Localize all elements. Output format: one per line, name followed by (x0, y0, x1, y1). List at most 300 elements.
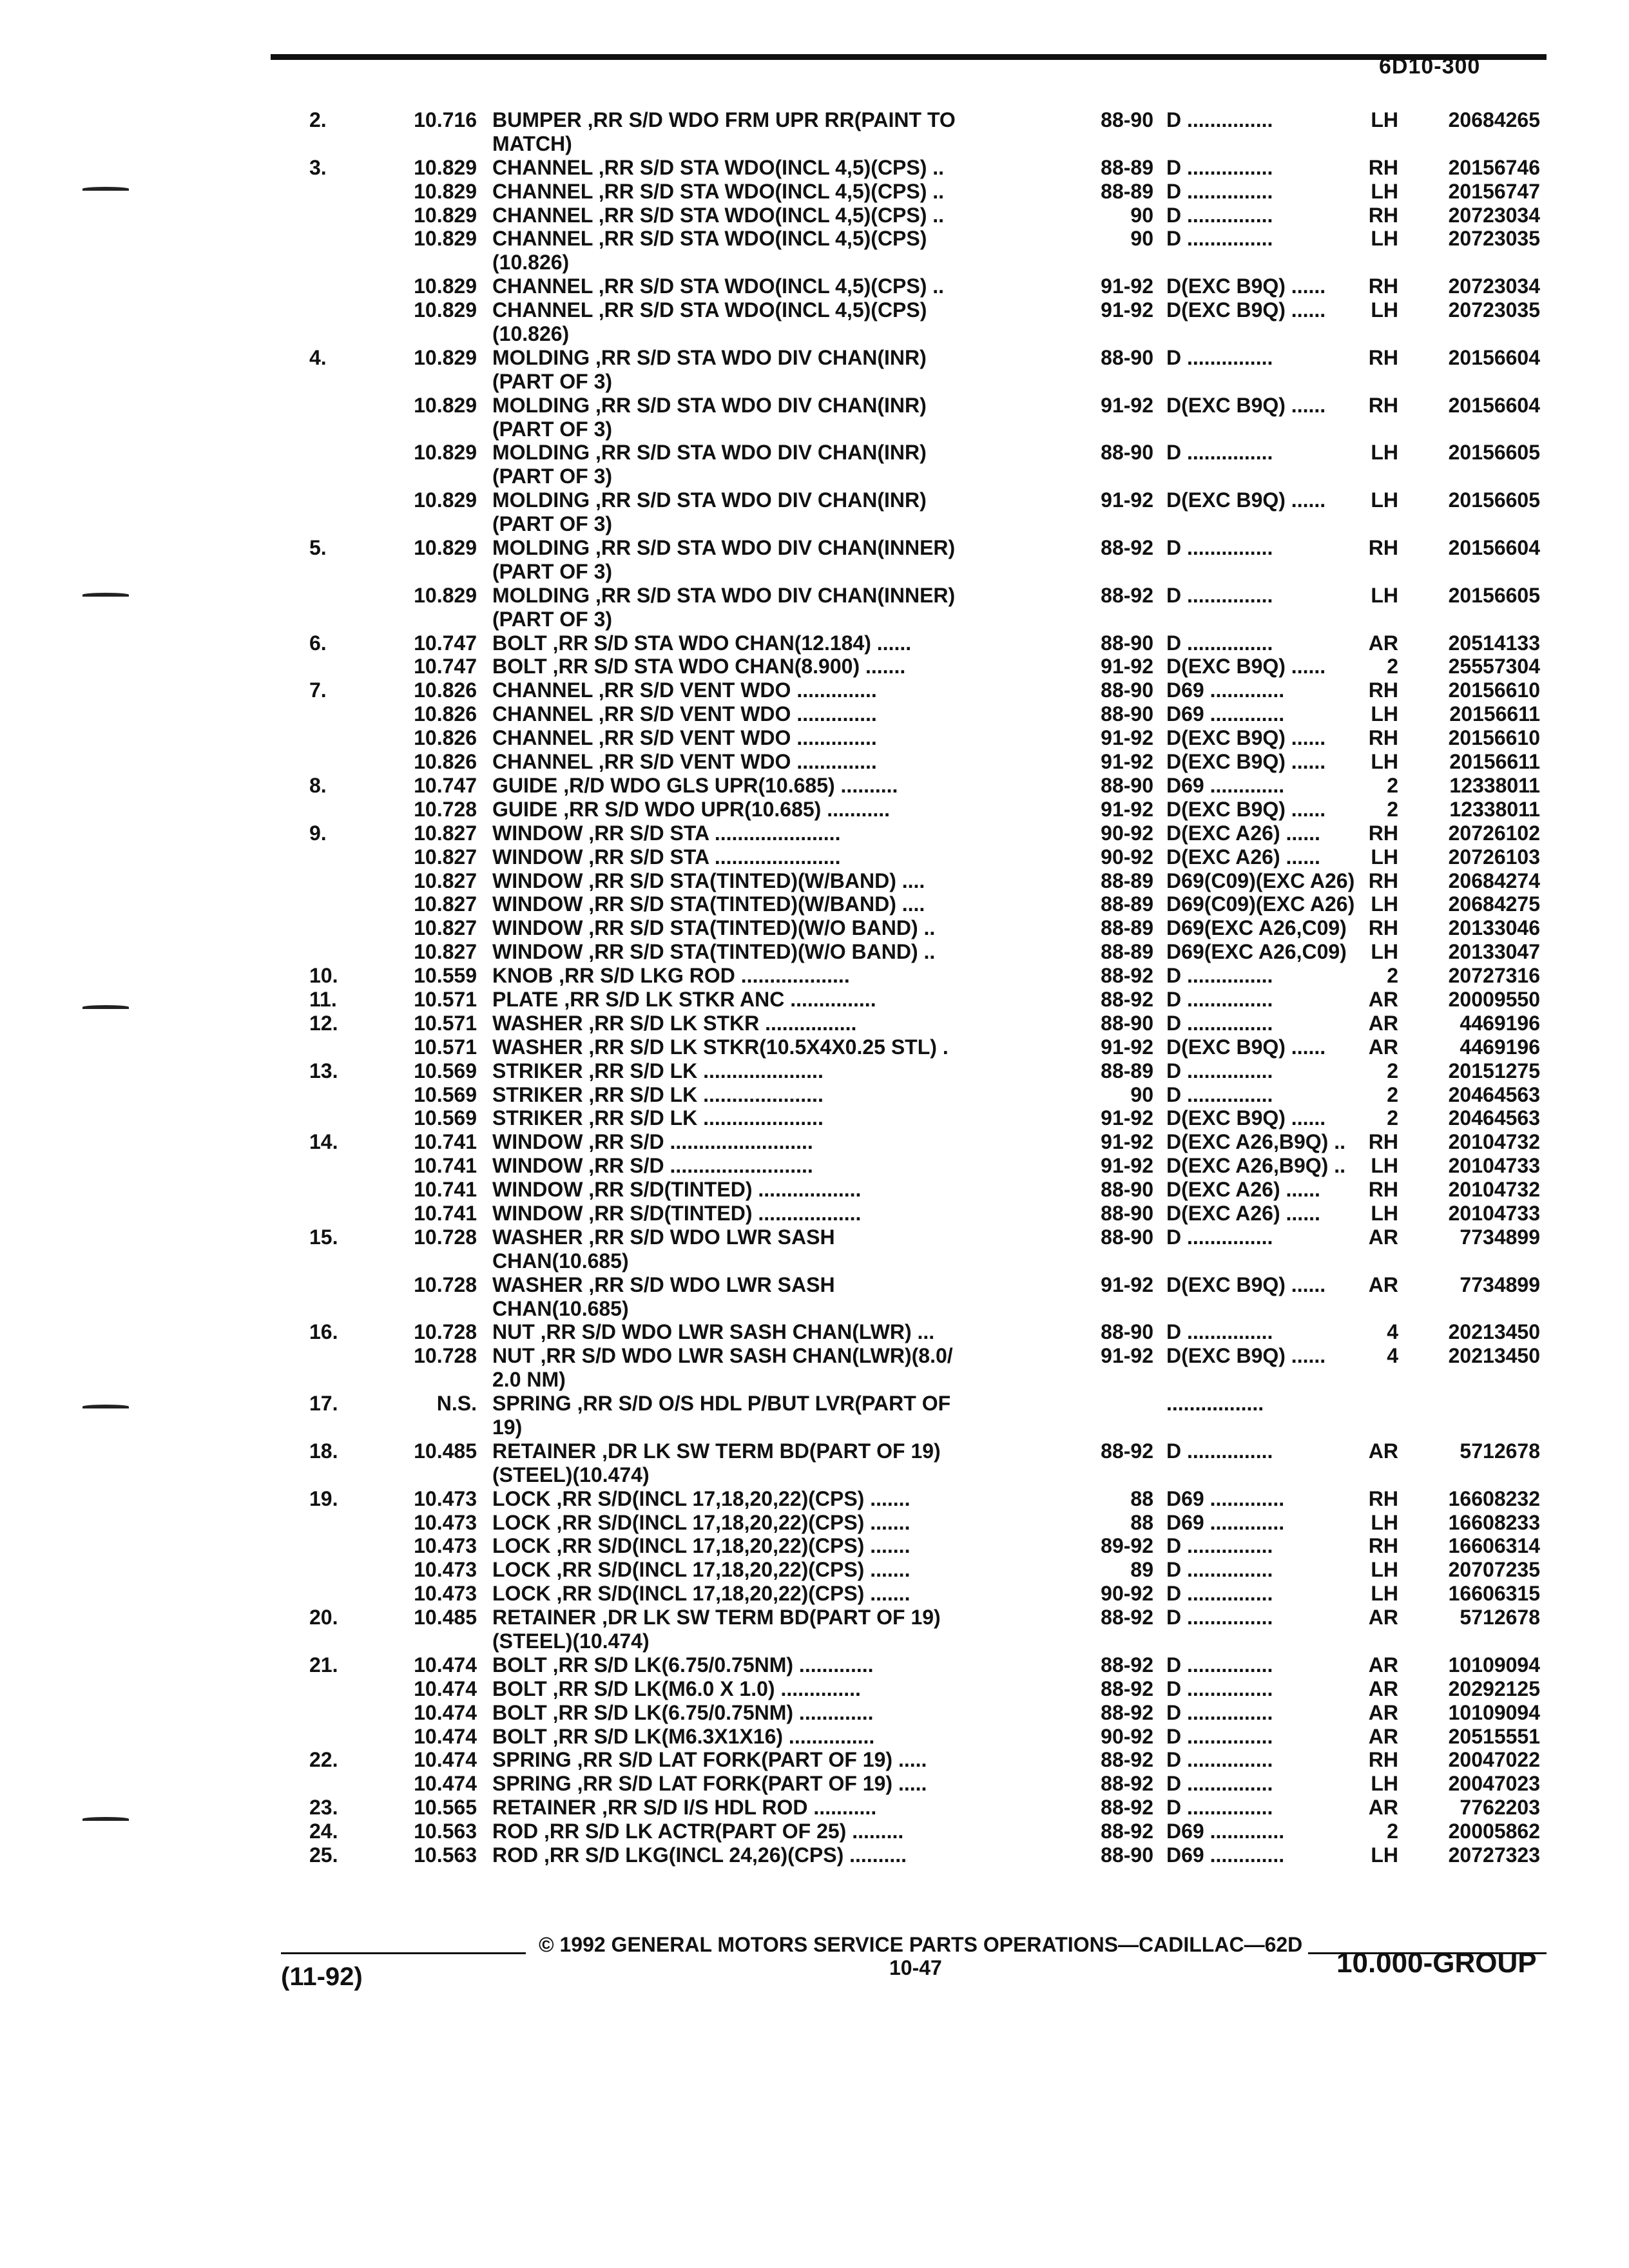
part-detail: ,RR S/D LK ..................... (583, 1106, 824, 1130)
model-years: 90-92 (1101, 1582, 1153, 1606)
part-number: 20156605 (1448, 441, 1540, 465)
part-name: MOLDING (492, 488, 590, 512)
model-years: 91-92 (1101, 393, 1153, 417)
parts-row (309, 1202, 1559, 1225)
part-name: STRIKER (492, 1082, 583, 1106)
part-detail: ,RR S/D LK(6.75/0.75NM) ............. (546, 1653, 874, 1677)
ref-number: 13. (309, 1059, 338, 1082)
group-number: 10.473 (414, 1558, 477, 1582)
quantity: 2 (1387, 1059, 1398, 1082)
part-description (492, 322, 1330, 346)
parts-row (309, 1439, 1559, 1463)
quantity: 2 (1387, 655, 1398, 678)
quantity: AR (1368, 1700, 1398, 1724)
ref-number: 2. (309, 108, 327, 131)
model-years: 88 (1130, 1486, 1153, 1510)
model-years: 91-92 (1101, 488, 1153, 512)
quantity: 2 (1387, 1082, 1398, 1106)
part-name: BUMPER (492, 108, 582, 131)
parts-row (309, 1820, 1559, 1843)
part-name: WINDOW (492, 916, 583, 940)
part-detail: CHAN(10.685) (492, 1249, 629, 1273)
part-detail: ,RR S/D STA WDO DIV CHAN(INR) (590, 345, 927, 369)
part-detail: ,RR S/D LK STKR ................ (583, 1011, 857, 1035)
usage-note: D(EXC A26,B9Q) .. (1166, 1130, 1345, 1154)
model-years: 90-92 (1101, 821, 1153, 845)
part-detail: ,R/D WDO GLS UPR(10.685) .......... (557, 773, 898, 797)
model-years: 91-92 (1101, 655, 1153, 678)
group-number: 10.829 (414, 441, 477, 465)
group-number: 10.571 (414, 1035, 477, 1059)
quantity: LH (1371, 1582, 1398, 1606)
parts-row (309, 251, 1559, 274)
part-name: CHANNEL (492, 179, 593, 203)
part-detail: (PART OF 3) (492, 607, 613, 631)
model-years: 88-89 (1101, 1059, 1153, 1082)
parts-row (309, 156, 1559, 180)
copyright-line: © 1992 GENERAL MOTORS SERVICE PARTS OPERATIONS—CADILLAC—62D (539, 1933, 1303, 1956)
part-detail: (10.826) (492, 251, 570, 274)
parts-row (309, 1748, 1559, 1772)
part-detail: ,RR S/D WDO LWR SASH (583, 1225, 835, 1249)
part-name: BOLT (492, 655, 547, 678)
group-number: 10.565 (414, 1796, 477, 1820)
parts-row (309, 1392, 1559, 1416)
part-detail: ,RR S/D LAT FORK(PART OF 19) ..... (571, 1772, 927, 1796)
model-years: 91-92 (1101, 298, 1153, 322)
quantity: RH (1368, 1486, 1398, 1510)
parts-row (309, 1273, 1559, 1297)
part-detail: ,RR S/D STA WDO(INCL 4,5)(CPS) .. (592, 274, 945, 298)
parts-row (309, 964, 1559, 988)
part-number: 20156610 (1448, 678, 1540, 702)
part-number: 20156604 (1448, 345, 1540, 369)
parts-row (309, 750, 1559, 774)
parts-row (309, 1083, 1559, 1107)
ref-number: 15. (309, 1225, 338, 1249)
part-detail: ,RR S/D WDO UPR(10.685) ........... (557, 797, 890, 821)
part-detail: ,RR S/D LK ..................... (583, 1059, 824, 1082)
group-number: 10.473 (414, 1510, 477, 1534)
part-description (492, 1368, 1330, 1392)
part-description (492, 132, 1330, 156)
quantity: AR (1368, 1225, 1398, 1249)
usage-note: D ............... (1166, 1059, 1273, 1082)
part-detail: ,RR S/D STA(TINTED)(W/O BAND) .. (583, 940, 936, 964)
parts-row (309, 774, 1559, 798)
part-detail: ,RR S/D STA WDO(INCL 4,5)(CPS) .. (592, 179, 945, 203)
group-number: 10.829 (414, 179, 477, 203)
part-detail: ,RR S/D WDO LWR SASH (583, 1273, 835, 1296)
part-name: NUT (492, 1320, 535, 1344)
usage-note: D69 ............. (1166, 702, 1285, 726)
group-number: 10.829 (414, 203, 477, 227)
part-detail: ,RR S/D LKG(INCL 24,26)(CPS) .......... (538, 1843, 907, 1867)
parts-row (309, 1487, 1559, 1511)
parts-row (309, 465, 1559, 488)
date-code: (11-92) (281, 1963, 363, 1991)
part-name: MOLDING (492, 441, 590, 465)
group-number: 10.741 (414, 1201, 477, 1225)
part-number: 20009550 (1448, 987, 1540, 1011)
ref-number: 21. (309, 1653, 338, 1677)
part-number: 16606314 (1448, 1534, 1540, 1558)
part-number: 20156605 (1448, 488, 1540, 512)
part-number: 20104732 (1448, 1130, 1540, 1154)
part-description (492, 1416, 1330, 1439)
parts-row (309, 1225, 1559, 1249)
part-detail: ,DR LK SW TERM BD(PART OF 19) (596, 1606, 941, 1629)
usage-note: D ............... (1166, 964, 1273, 988)
part-name: WASHER (492, 1273, 583, 1296)
parts-row (309, 822, 1559, 845)
parts-row (309, 1653, 1559, 1677)
model-years: 88-89 (1101, 940, 1153, 964)
part-detail: ,RR S/D STA WDO DIV CHAN(INR) (590, 393, 927, 417)
group-number: 10.473 (414, 1486, 477, 1510)
quantity: RH (1368, 274, 1398, 298)
model-years: 88-90 (1101, 108, 1153, 131)
parts-row (309, 1843, 1559, 1867)
quantity: 4 (1387, 1344, 1398, 1368)
model-years: 88-90 (1101, 678, 1153, 702)
model-years: 91-92 (1101, 750, 1153, 774)
parts-row (309, 298, 1559, 322)
usage-note: D ............... (1166, 155, 1273, 179)
parts-row (309, 988, 1559, 1012)
ref-number: 24. (309, 1820, 338, 1843)
parts-row (309, 1178, 1559, 1202)
part-name: CHANNEL (492, 203, 593, 227)
quantity: RH (1368, 1748, 1398, 1772)
ref-number: 25. (309, 1843, 338, 1867)
parts-row (309, 346, 1559, 370)
ref-number: 16. (309, 1320, 338, 1344)
part-name: BOLT (492, 1700, 547, 1724)
parts-row (309, 560, 1559, 584)
quantity: LH (1371, 227, 1398, 251)
part-name: WASHER (492, 1225, 583, 1249)
group-number: 10.827 (414, 821, 477, 845)
quantity: LH (1371, 845, 1398, 869)
quantity: RH (1368, 1130, 1398, 1154)
group-number: N.S. (436, 1392, 477, 1416)
part-detail: ,RR S/D VENT WDO .............. (592, 702, 877, 726)
model-years: 91-92 (1101, 1106, 1153, 1130)
part-name: GUIDE (492, 797, 558, 821)
part-number: 16608233 (1448, 1510, 1540, 1534)
quantity: LH (1371, 892, 1398, 916)
part-name: WINDOW (492, 1178, 583, 1202)
quantity: RH (1368, 1178, 1398, 1202)
model-years: 88-89 (1101, 869, 1153, 892)
group-number: 10.474 (414, 1677, 477, 1700)
quantity: 2 (1387, 773, 1398, 797)
usage-note: D ............... (1166, 1558, 1273, 1582)
group-number: 10.829 (414, 345, 477, 369)
group-number: 10.741 (414, 1130, 477, 1154)
part-name: LOCK (492, 1582, 551, 1606)
part-detail: CHAN(10.685) (492, 1296, 629, 1320)
part-name: LOCK (492, 1534, 551, 1558)
model-years: 88-89 (1101, 916, 1153, 940)
model-years: 88-92 (1101, 1700, 1153, 1724)
part-name: WINDOW (492, 869, 583, 892)
quantity: RH (1368, 678, 1398, 702)
part-number: 16608232 (1448, 1486, 1540, 1510)
part-number: 20213450 (1448, 1344, 1540, 1368)
part-name: CHANNEL (492, 227, 593, 251)
binder-hole-mark (82, 1005, 129, 1009)
part-number: 10109094 (1448, 1700, 1540, 1724)
part-number: 4469196 (1460, 1011, 1540, 1035)
part-description (492, 370, 1330, 394)
part-detail: 19) (492, 1415, 523, 1439)
part-number: 4469196 (1460, 1035, 1540, 1059)
parts-row (309, 1035, 1559, 1059)
part-detail: ,DR LK SW TERM BD(PART OF 19) (596, 1439, 941, 1463)
group-number: 10.829 (414, 298, 477, 322)
part-number: 20707235 (1448, 1558, 1540, 1582)
group-number: 10.474 (414, 1653, 477, 1677)
group-number: 10.747 (414, 773, 477, 797)
part-name: BOLT (492, 1653, 547, 1677)
part-name: SPRING (492, 1392, 572, 1416)
quantity: 2 (1387, 1820, 1398, 1843)
group-number: 10.826 (414, 726, 477, 750)
part-detail: 2.0 NM) (492, 1368, 566, 1392)
group-number: 10.829 (414, 536, 477, 560)
group-number: 10.827 (414, 869, 477, 892)
part-detail: ,RR S/D VENT WDO .............. (592, 726, 877, 750)
part-number: 20156611 (1449, 750, 1540, 774)
group-number: 10.829 (414, 583, 477, 607)
usage-note: D(EXC B9Q) ...... (1166, 393, 1326, 417)
parts-row (309, 631, 1559, 655)
part-detail: ,RR S/D STA WDO CHAN(12.184) ...... (546, 631, 912, 655)
part-name: SPRING (492, 1772, 572, 1796)
quantity: RH (1368, 821, 1398, 845)
part-number: 20047023 (1448, 1772, 1540, 1796)
quantity: LH (1371, 1772, 1398, 1796)
part-name: CHANNEL (492, 274, 593, 298)
part-name: KNOB (492, 964, 554, 988)
parts-row (309, 1511, 1559, 1535)
part-name: WINDOW (492, 1154, 583, 1178)
part-name: MOLDING (492, 393, 590, 417)
part-number: 20684274 (1448, 869, 1540, 892)
part-detail: ,RR S/D LAT FORK(PART OF 19) ..... (571, 1748, 927, 1772)
quantity: LH (1371, 1558, 1398, 1582)
model-years: 89-92 (1101, 1534, 1153, 1558)
usage-note: D(EXC B9Q) ...... (1166, 1035, 1326, 1059)
part-name: BOLT (492, 1724, 547, 1748)
usage-note: D ............... (1166, 441, 1273, 465)
part-number: 7734899 (1460, 1273, 1540, 1296)
part-detail: ,RR S/D LK STKR ANC ............... (558, 987, 876, 1011)
part-detail: ,RR S/D STA WDO(INCL 4,5)(CPS) .. (592, 155, 945, 179)
quantity: RH (1368, 869, 1398, 892)
usage-note: D69(EXC A26,C09) (1166, 940, 1347, 964)
part-detail: ,RR S/D LK(M6.0 X 1.0) .............. (546, 1677, 861, 1700)
quantity: LH (1371, 1510, 1398, 1534)
usage-note: D69 ............. (1166, 1843, 1285, 1867)
quantity: LH (1371, 583, 1398, 607)
usage-note: D(EXC A26) ...... (1166, 1178, 1320, 1202)
part-number: 20727323 (1448, 1843, 1540, 1867)
ref-number: 6. (309, 631, 327, 655)
ref-number: 5. (309, 536, 327, 560)
model-years: 91-92 (1101, 1035, 1153, 1059)
group-number: 10.747 (414, 631, 477, 655)
part-name: SPRING (492, 1748, 572, 1772)
part-detail: ,RR S/D STA WDO DIV CHAN(INNER) (590, 536, 956, 560)
group-number: 10.728 (414, 1273, 477, 1296)
part-detail: (PART OF 3) (492, 417, 613, 441)
part-detail: ,RR S/D I/S HDL ROD ........... (596, 1796, 877, 1820)
binder-hole-mark (82, 593, 129, 597)
page-code: 6D10-300 (1379, 54, 1481, 79)
parts-row (309, 1154, 1559, 1178)
part-name: RETAINER (492, 1606, 597, 1629)
usage-note: D ............... (1166, 1724, 1273, 1748)
part-detail: ,RR S/D WDO FRM UPR RR(PAINT TO (581, 108, 956, 131)
part-number: 20156605 (1448, 583, 1540, 607)
part-detail: MATCH) (492, 131, 572, 155)
model-years: 88-92 (1101, 583, 1153, 607)
group-number: 10.826 (414, 678, 477, 702)
part-number: 20723034 (1448, 274, 1540, 298)
parts-row (309, 1106, 1559, 1130)
model-years: 88-92 (1101, 1653, 1153, 1677)
model-years: 90-92 (1101, 1724, 1153, 1748)
part-name: ROD (492, 1843, 539, 1867)
parts-row (309, 1297, 1559, 1321)
parts-row (309, 1249, 1559, 1273)
quantity: RH (1368, 203, 1398, 227)
parts-list (309, 108, 1559, 1867)
model-years: 88-92 (1101, 1748, 1153, 1772)
quantity: AR (1368, 1011, 1398, 1035)
part-number: 20292125 (1448, 1677, 1540, 1700)
ref-number: 18. (309, 1439, 338, 1463)
part-name: LOCK (492, 1486, 551, 1510)
binder-hole-mark (82, 1817, 129, 1821)
part-name: MOLDING (492, 583, 590, 607)
usage-note: D ............... (1166, 1796, 1273, 1820)
group-number: 10.559 (414, 964, 477, 988)
parts-row (309, 1772, 1559, 1796)
group-number: 10.485 (414, 1439, 477, 1463)
ref-number: 8. (309, 773, 327, 797)
group-number: 10.474 (414, 1724, 477, 1748)
usage-note: D ............... (1166, 1748, 1273, 1772)
parts-row (309, 322, 1559, 346)
quantity: AR (1368, 1724, 1398, 1748)
part-detail: (10.826) (492, 322, 570, 346)
model-years: 88-92 (1101, 987, 1153, 1011)
model-years: 88-92 (1101, 964, 1153, 988)
parts-row (309, 1344, 1559, 1368)
model-years: 90 (1130, 203, 1153, 227)
quantity: 2 (1387, 1106, 1398, 1130)
part-detail: ,RR S/D LK STKR(10.5X4X0.25 STL) . (583, 1035, 949, 1059)
model-years: 88-90 (1101, 345, 1153, 369)
part-detail: ,RR S/D ......................... (583, 1154, 813, 1178)
part-number: 20514133 (1448, 631, 1540, 655)
group-number: 10.485 (414, 1606, 477, 1629)
quantity: RH (1368, 916, 1398, 940)
part-number: 7734899 (1460, 1225, 1540, 1249)
parts-row (309, 916, 1559, 940)
usage-note: D ............... (1166, 1677, 1273, 1700)
part-name: RETAINER (492, 1439, 597, 1463)
group-number: 10.829 (414, 488, 477, 512)
part-number: 7762203 (1460, 1796, 1540, 1820)
group-number: 10.829 (414, 227, 477, 251)
part-number: 20726103 (1448, 845, 1540, 869)
parts-row (309, 1416, 1559, 1439)
usage-note: D(EXC B9Q) ...... (1166, 726, 1326, 750)
part-number: 20104732 (1448, 1178, 1540, 1202)
group-number: 10.728 (414, 1344, 477, 1368)
part-detail: (STEEL)(10.474) (492, 1463, 650, 1486)
part-detail: ,RR S/D LK(M6.3X1X16) ............... (546, 1724, 875, 1748)
parts-row (309, 940, 1559, 964)
parts-row (309, 702, 1559, 726)
group-number: 10.827 (414, 916, 477, 940)
model-years: 91-92 (1101, 274, 1153, 298)
ref-number: 11. (309, 987, 337, 1011)
part-number: 12338011 (1449, 773, 1540, 797)
model-years: 88-90 (1101, 1011, 1153, 1035)
group-number: 10.716 (414, 108, 477, 131)
page-number: 10-47 (889, 1956, 942, 1979)
group-number: 10.571 (414, 1011, 477, 1035)
parts-row (309, 1130, 1559, 1154)
part-number: 5712678 (1460, 1439, 1540, 1463)
ref-number: 7. (309, 678, 327, 702)
part-number: 20213450 (1448, 1320, 1540, 1344)
quantity: AR (1368, 631, 1398, 655)
usage-note: D69 ............. (1166, 773, 1285, 797)
part-number: 20104733 (1448, 1154, 1540, 1178)
part-name: CHANNEL (492, 298, 593, 322)
part-number: 20515551 (1448, 1724, 1540, 1748)
ref-number: 17. (309, 1392, 338, 1416)
part-name: WINDOW (492, 821, 583, 845)
part-detail: ,RR S/D(INCL 17,18,20,22)(CPS) ....... (550, 1486, 911, 1510)
group-number: 10.747 (414, 655, 477, 678)
part-number: 20156610 (1448, 726, 1540, 750)
model-years: 88-89 (1101, 179, 1153, 203)
model-years: 88-90 (1101, 631, 1153, 655)
usage-note: D(EXC A26) ...... (1166, 821, 1320, 845)
part-detail: ,RR S/D STA WDO CHAN(8.900) ....... (546, 655, 906, 678)
part-number: 20156611 (1449, 702, 1540, 726)
part-name: CHANNEL (492, 678, 593, 702)
part-name: BOLT (492, 1677, 547, 1700)
part-description (492, 512, 1330, 536)
part-detail: (PART OF 3) (492, 369, 613, 393)
group-number: 10.728 (414, 797, 477, 821)
parts-row (309, 418, 1559, 441)
quantity: LH (1371, 940, 1398, 964)
model-years: 91-92 (1101, 726, 1153, 750)
parts-row (309, 536, 1559, 560)
quantity: 4 (1387, 1320, 1398, 1344)
part-detail: (PART OF 3) (492, 512, 613, 536)
